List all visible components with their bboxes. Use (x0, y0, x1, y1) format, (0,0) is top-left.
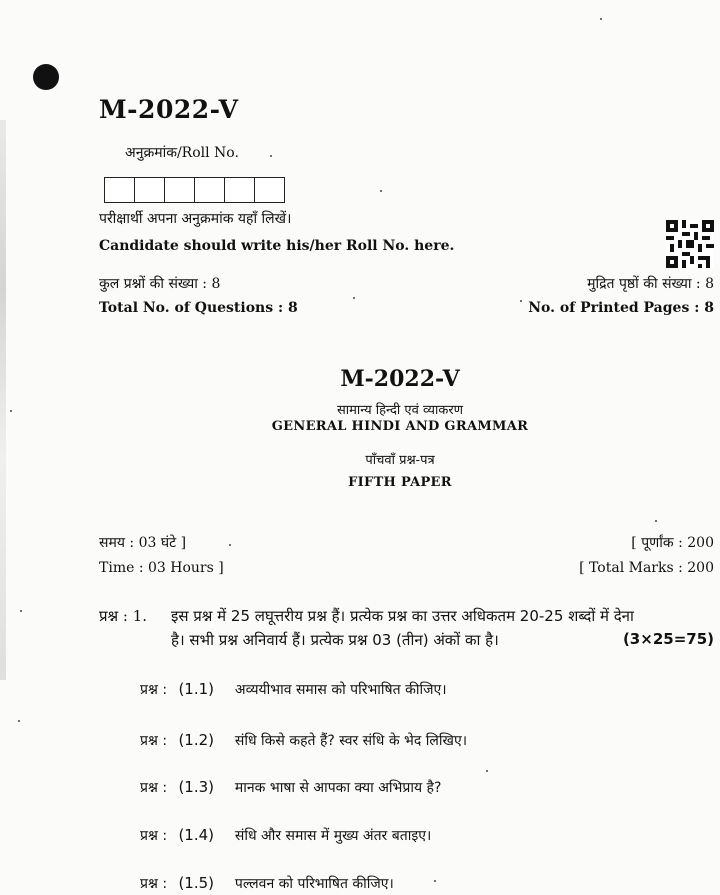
roll-instruction-hindi: परीक्षार्थी अपना अनुक्रमांक यहाँ लिखें। (99, 211, 292, 227)
pages-count-english: No. of Printed Pages : 8 (528, 300, 714, 316)
sub-question-label: प्रश्न : (140, 780, 168, 796)
sub-question (140, 731, 467, 750)
roll-digit-box[interactable] (104, 177, 135, 203)
qr-code-icon (666, 220, 714, 268)
subject-title-hindi: सामान्य हिन्दी एवं व्याकरण (336, 403, 464, 418)
sub-question (140, 680, 447, 699)
roll-digit-box[interactable] (254, 177, 285, 203)
sub-question-number: (1.2) (178, 731, 215, 749)
sub-question (140, 874, 394, 893)
sub-question-number: (1.3) (178, 778, 215, 796)
time-hindi: समय : 03 घंटे ] (99, 535, 187, 551)
sub-question (140, 778, 441, 797)
roll-number-label: अनुक्रमांक/Roll No. (125, 145, 239, 161)
sub-question-text: मानक भाषा से आपका क्या अभिप्राय है? (234, 780, 442, 796)
questions-count-english: Total No. of Questions : 8 (99, 300, 298, 316)
punch-hole (33, 64, 59, 90)
roll-instruction-english: Candidate should write his/her Roll No. here. (99, 238, 455, 254)
question-1-instruction-line2: है। सभी प्रश्न अनिवार्य हैं। प्रत्येक प्रश्न 03 (तीन) अंकों का है। (171, 631, 499, 649)
sub-question-number: (1.5) (178, 874, 215, 892)
time-english: Time : 03 Hours ] (99, 560, 224, 576)
paper-number-hindi: पाँचवाँ प्रश्न-पत्र (365, 453, 435, 468)
pages-count-hindi: मुद्रित पृष्ठों की संख्या : 8 (587, 276, 714, 292)
question-1-label: प्रश्न : 1. (99, 607, 148, 625)
paper-code-title: M-2022-V (340, 366, 460, 392)
roll-digit-box[interactable] (164, 177, 195, 203)
roll-digit-box[interactable] (194, 177, 225, 203)
sub-question-text: संधि और समास में मुख्य अंतर बताइए। (234, 828, 432, 844)
sub-question-label: प्रश्न : (140, 733, 168, 749)
sub-question-number: (1.4) (178, 826, 215, 844)
sub-question-label: प्रश्न : (140, 682, 168, 698)
roll-number-boxes[interactable] (104, 177, 284, 203)
sub-question (140, 826, 431, 845)
paper-number-english: FIFTH PAPER (348, 475, 452, 490)
sub-question-number: (1.1) (178, 680, 215, 698)
roll-digit-box[interactable] (224, 177, 255, 203)
sub-question-text: संधि किसे कहते हैं? स्वर संधि के भेद लिखिए। (234, 733, 468, 749)
roll-digit-box[interactable] (134, 177, 165, 203)
document-code: M-2022-V (99, 95, 239, 124)
total-marks-hindi: [ पूर्णांक : 200 (631, 535, 714, 551)
sub-question-label: प्रश्न : (140, 876, 168, 892)
questions-count-hindi: कुल प्रश्नों की संख्या : 8 (99, 276, 221, 292)
sub-question-label: प्रश्न : (140, 828, 168, 844)
subject-title-english: GENERAL HINDI AND GRAMMAR (271, 419, 529, 434)
sub-question-text: पल्लवन को परिभाषित कीजिए। (234, 876, 394, 892)
sub-question-text: अव्ययीभाव समास को परिभाषित कीजिए। (234, 682, 447, 698)
total-marks-english: [ Total Marks : 200 (579, 560, 714, 576)
question-1-marks: (3×25=75) (622, 630, 714, 648)
question-1-instruction-line1: इस प्रश्न में 25 लघूत्तरीय प्रश्न हैं। प्रत्येक प्रश्न का उत्तर अधिकतम 20-25 शब्दों में देना (171, 607, 634, 625)
